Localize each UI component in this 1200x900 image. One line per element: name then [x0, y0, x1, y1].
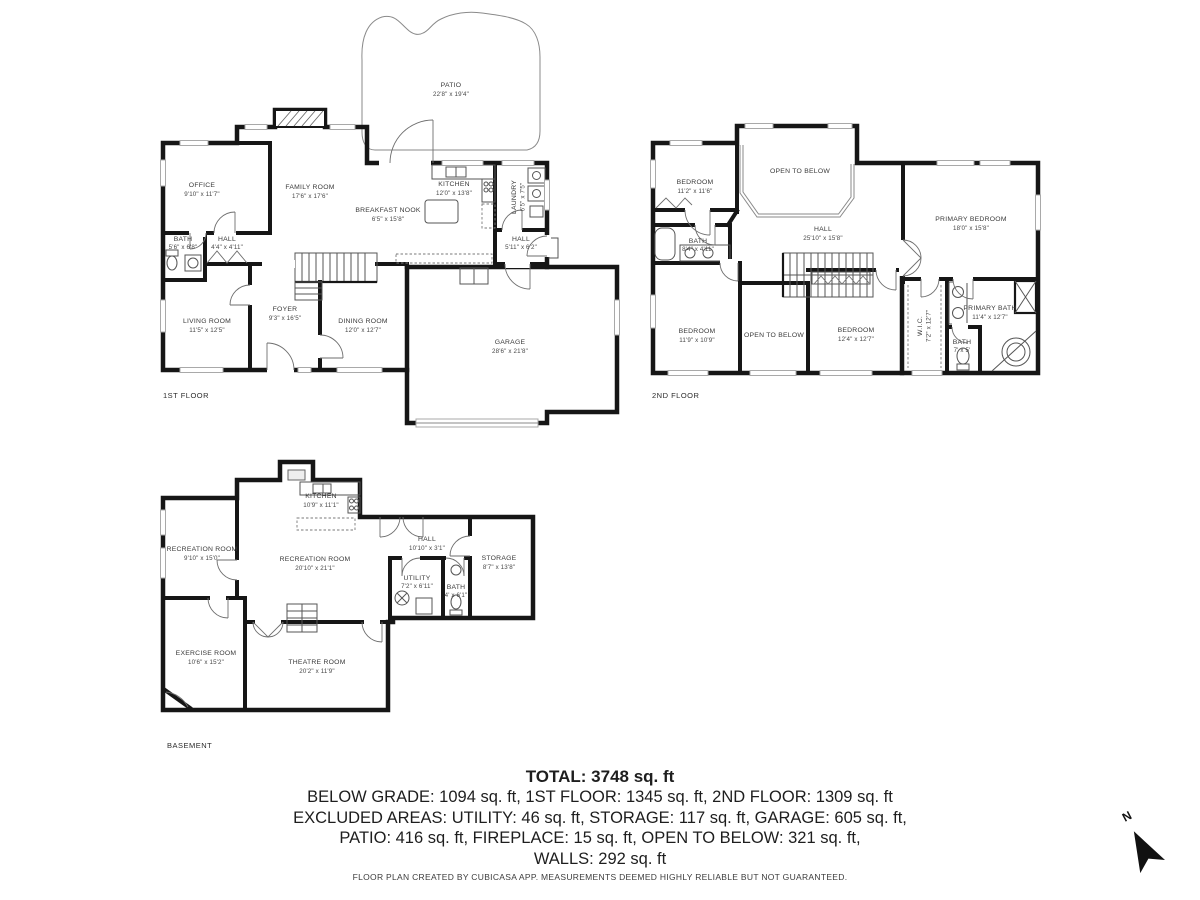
room-label-rec-small: RECREATION ROOM — [166, 546, 238, 553]
room-label-hall-b: HALL — [417, 536, 437, 543]
room-label-laundry: LAUNDRY — [511, 179, 518, 215]
room-label-bedroom2: BEDROOM — [678, 328, 716, 335]
room-label-hall2: HALL — [813, 226, 833, 233]
room-dims-laundry: 6'5" x 7'5" — [519, 182, 527, 212]
room-dims-hall-garage: 5'11" x 6'2" — [505, 244, 537, 251]
room-label-rec-big: RECREATION ROOM — [279, 556, 351, 563]
room-label-theatre: THEATRE ROOM — [288, 659, 346, 666]
room-dims-office: 9'10" x 11'7" — [184, 191, 220, 198]
floor-plan-1st-floor — [150, 0, 650, 440]
room-dims-kitchen-b: 10'9" x 11'1" — [303, 502, 339, 509]
room-label-living-room: LIVING ROOM — [182, 318, 232, 325]
room-labels — [167, 493, 517, 675]
staircase — [295, 253, 377, 300]
room-dims-primary-bath: 11'4" x 12'7" — [972, 314, 1008, 321]
room-dims-family-room: 17'6" x 17'6" — [292, 193, 328, 200]
summary-line-excluded-2: PATIO: 416 sq. ft, FIREPLACE: 15 sq. ft, OPEN TO BELOW: 321 sq. ft, — [339, 829, 861, 847]
room-label-bath2: BATH — [688, 238, 708, 245]
room-label-hall-small: HALL — [217, 236, 237, 243]
room-dims-breakfast-nook: 6'5" x 15'8" — [371, 216, 405, 223]
room-dims-primary-bedroom: 18'0" x 15'8" — [953, 225, 989, 232]
room-dims-hall-small: 4'4" x 4'11" — [211, 244, 243, 251]
north-arrow — [1095, 800, 1195, 895]
room-label-primary-bath: PRIMARY BATH — [963, 305, 1017, 312]
bath-fixtures — [166, 250, 201, 271]
room-dims-rec-big: 20'10" x 21'1" — [295, 565, 335, 572]
floor-label-2nd: 2ND FLOOR — [652, 391, 700, 400]
room-label-open-below-top: OPEN TO BELOW — [769, 168, 831, 175]
room-label-bedroom1: BEDROOM — [676, 179, 714, 186]
wic-shelving — [908, 285, 941, 368]
room-dims-rec-small: 9'10" x 15'0" — [184, 555, 220, 562]
kitchen-counter — [396, 165, 495, 263]
room-dims-bath3: 7' x 5' — [953, 347, 971, 354]
room-dims-bedroom2: 11'9" x 10'9" — [679, 337, 715, 344]
room-label-breakfast-nook: BREAKFAST NOOK — [355, 207, 421, 214]
room-dims-bedroom3: 12'4" x 12'7" — [838, 336, 874, 343]
room-label-dining-room: DINING ROOM — [338, 318, 388, 325]
room-dims-patio: 22'8" x 19'4" — [433, 91, 469, 98]
room-dims-hall2: 25'10" x 15'8" — [803, 235, 843, 242]
disclaimer-text: FLOOR PLAN CREATED BY CUBICASA APP. MEASUREMENTS DEEMED HIGHLY RELIABLE BUT NOT GUARANTEED. — [352, 872, 848, 882]
room-label-family-room: FAMILY ROOM — [285, 184, 335, 191]
room-label-kitchen-b: KITCHEN — [305, 493, 337, 500]
room-dims-garage: 28'6" x 21'8" — [492, 348, 528, 355]
floor-label-1st: 1ST FLOOR — [163, 391, 210, 400]
room-label-storage: STORAGE — [481, 555, 517, 562]
room-label-bath: BATH — [173, 236, 193, 243]
room-dims-hall-b: 10'10" x 3'1" — [409, 545, 445, 552]
interior-walls — [163, 143, 547, 370]
summary-line-excluded-1: EXCLUDED AREAS: UTILITY: 46 sq. ft, STORAGE: 117 sq. ft, GARAGE: 605 sq. ft, — [293, 808, 907, 827]
room-dims-dining-room: 12'0" x 12'7" — [345, 327, 381, 334]
room-label-bedroom3: BEDROOM — [837, 327, 875, 334]
floor-label-basement: BASEMENT — [167, 741, 213, 750]
room-label-garage: GARAGE — [494, 339, 526, 346]
fireplace — [275, 110, 325, 127]
total-area: TOTAL: 3748 sq. ft — [525, 767, 675, 786]
interior-walls — [163, 480, 533, 710]
staircase — [287, 604, 317, 632]
area-summary — [0, 766, 1200, 869]
room-label-utility: UTILITY — [403, 575, 431, 582]
summary-line-floors: BELOW GRADE: 1094 sq. ft, 1ST FLOOR: 1345 sq. ft, 2ND FLOOR: 1309 sq. ft — [307, 788, 893, 806]
room-label-open-below-bottom: OPEN TO BELOW — [743, 332, 805, 339]
room-label-primary-bedroom: PRIMARY BEDROOM — [935, 216, 1007, 223]
room-dims-bath: 5'6" x 6'8" — [168, 244, 198, 251]
floor-plan-2nd-floor — [640, 100, 1060, 410]
room-label-bath3: BATH — [952, 339, 972, 346]
room-dims-wic: 7'2" x 12'7" — [925, 309, 933, 343]
room-label-office: OFFICE — [188, 182, 216, 189]
room-dims-exercise: 10'6" x 15'2" — [188, 659, 224, 666]
room-label-kitchen: KITCHEN — [438, 181, 470, 188]
room-dims-foyer: 9'3" x 16'5" — [268, 315, 302, 322]
room-dims-storage: 8'7" x 13'8" — [482, 564, 516, 571]
room-label-wic: W.I.C. — [917, 315, 924, 337]
room-label-foyer: FOYER — [272, 306, 298, 313]
summary-line-walls: WALLS: 292 sq. ft — [533, 849, 667, 868]
room-label-hall-garage: HALL — [511, 236, 531, 243]
chimney — [288, 470, 305, 480]
room-label-exercise: EXERCISE ROOM — [175, 650, 237, 657]
room-label-patio: PATIO — [440, 82, 462, 89]
room-dims-bath2: 8'4" x 4'11" — [682, 246, 714, 253]
compass-arrow-icon — [1120, 808, 1165, 873]
open-to-below-trim — [740, 145, 854, 217]
room-dims-utility: 7'2" x 6'11" — [401, 583, 433, 590]
room-dims-living-room: 11'5" x 12'5" — [189, 327, 225, 334]
laundry-appliances — [528, 168, 545, 217]
room-dims-theatre: 20'2" x 11'9" — [299, 668, 335, 675]
room-dims-kitchen: 12'0" x 13'8" — [436, 190, 472, 197]
room-label-bath-b: BATH — [446, 584, 466, 591]
staircase — [783, 253, 873, 297]
north-label: N — [1119, 808, 1135, 825]
room-dims-bath-b: 4' x 6'1" — [444, 592, 468, 599]
room-dims-bedroom1: 11'2" x 11'6" — [677, 188, 713, 195]
floor-plan-basement — [150, 440, 580, 760]
